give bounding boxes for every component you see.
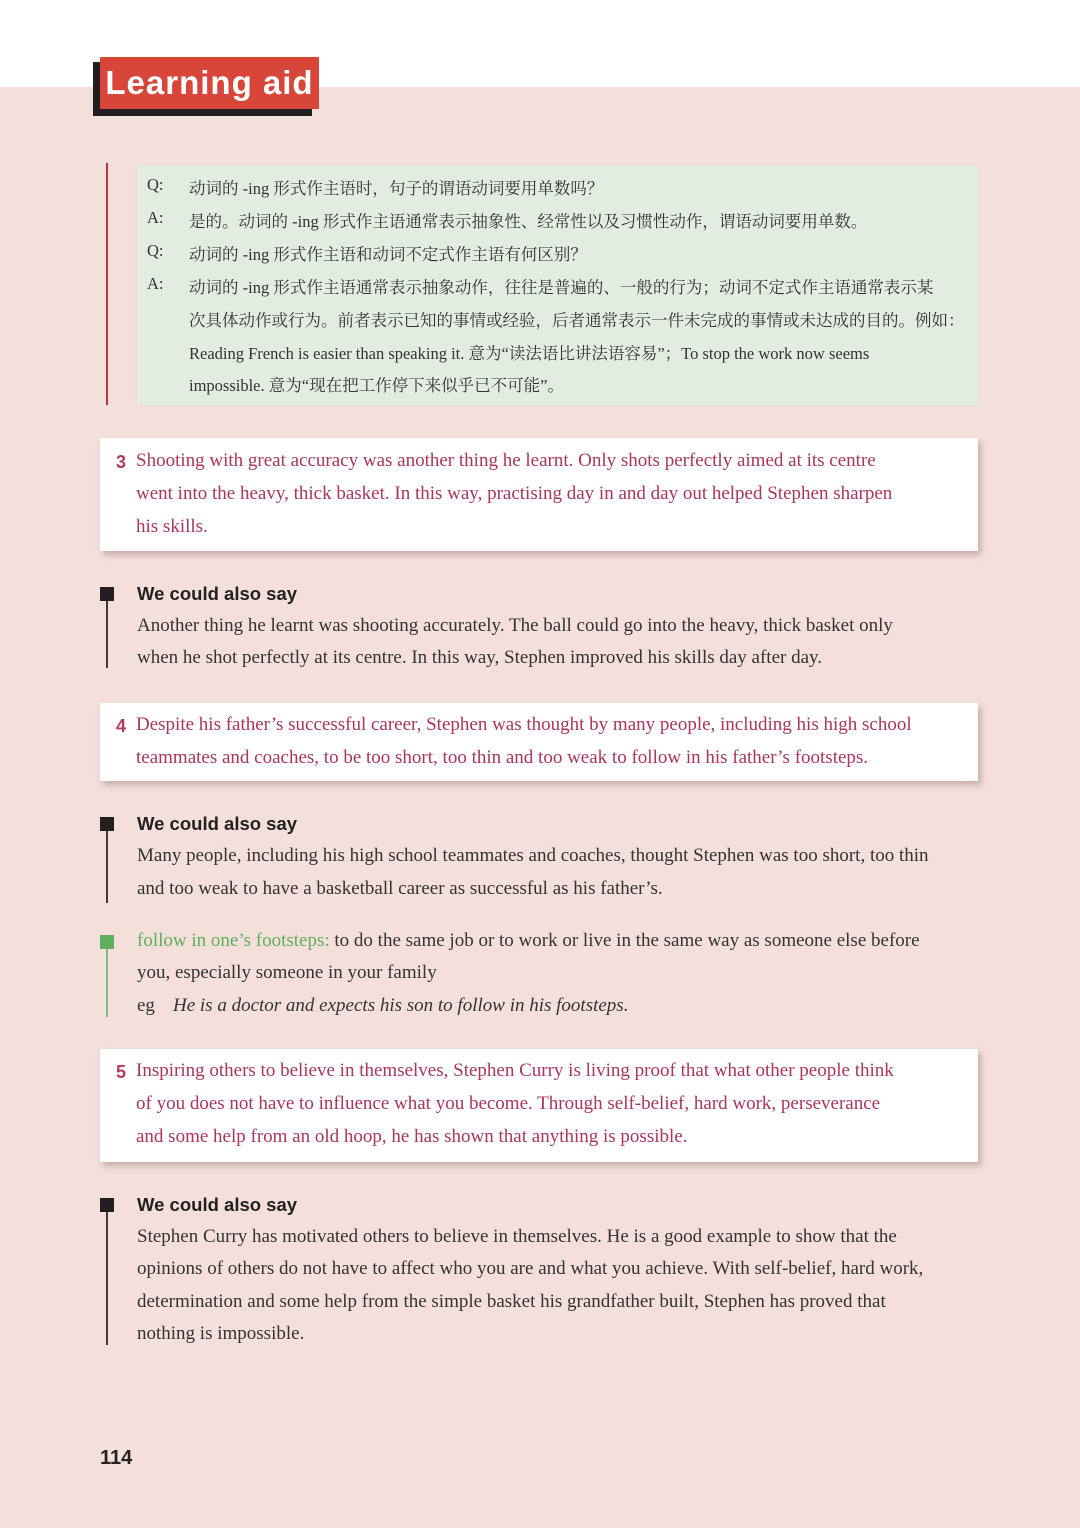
body-line: nothing is impossible.	[137, 1323, 305, 1344]
vocab-definition: to do the same job or to work or live in the same way as someone else before	[329, 930, 920, 951]
learning-aid-tag: Learning aid	[100, 57, 319, 109]
qa-key: A:	[147, 208, 164, 227]
also-say-heading: We could also say	[137, 813, 298, 834]
qa-text: 动词的 -ing 形式作主语时，句子的谓语动词要用单数吗？	[189, 179, 604, 198]
quote-line: teammates and coaches, to be too short, too thin and too weak to follow in his father’s footsteps.	[136, 747, 869, 768]
vocab-rule	[106, 949, 108, 1017]
quote-line: went into the heavy, thick basket. In this way, practising day in and day out helped Stephen sharpen	[136, 483, 893, 504]
quote-box	[100, 438, 978, 551]
vocab-square	[100, 935, 114, 949]
qa-text: impossible. 意为“现在把工作停下来似乎已不可能”。	[189, 376, 564, 395]
quote-line: and some help from an old hoop, he has shown that anything is possible.	[136, 1126, 688, 1147]
quote-box	[100, 1049, 978, 1162]
qa-text: 是的。动词的 -ing 形式作主语通常表示抽象性、经常性以及习惯性动作，谓语动词要用单数。	[189, 212, 868, 231]
qa-rule	[106, 163, 108, 405]
quote-number: 5	[116, 1062, 127, 1082]
quote-box	[100, 703, 978, 781]
quote-line: of you does not have to influence what you become. Through self-belief, hard work, perseverance	[136, 1093, 881, 1114]
body-line: Many people, including his high school teammates and coaches, thought Stephen was too short, too thin	[137, 845, 929, 866]
section-rule	[106, 831, 108, 903]
vocab-definition-cont: you, especially someone in your family	[137, 962, 437, 983]
qa-key: Q:	[147, 241, 164, 260]
page-number: 114	[100, 1447, 133, 1469]
quote-line: his skills.	[136, 516, 208, 537]
bullet-square	[100, 817, 114, 831]
quote-number: 4	[116, 716, 127, 736]
qa-text: Reading French is easier than speaking it. 意为“读法语比讲法语容易”；To stop the work now seems	[189, 344, 870, 363]
vocab-term: follow in one’s footsteps:	[137, 930, 330, 951]
bullet-square	[100, 1198, 114, 1212]
body-line: and too weak to have a basketball career as successful as his father’s.	[137, 878, 663, 899]
qa-text: 动词的 -ing 形式作主语通常表示抽象动作，往往是普遍的、一般的行为；动词不定式作主语通常表示某	[189, 278, 934, 297]
quote-line: Inspiring others to believe in themselves, Stephen Curry is living proof that what other people think	[136, 1060, 894, 1081]
qa-text: 次具体动作或行为。前者表示已知的事情或经验，后者通常表示一件未完成的事情或未达成的目的。例如：	[189, 311, 965, 330]
body-line: Another thing he learnt was shooting accurately. The ball could go into the heavy, thick basket only	[137, 615, 893, 636]
example-sentence: He is a doctor and expects his son to follow in his footsteps.	[173, 995, 629, 1016]
body-line: when he shot perfectly at its centre. In this way, Stephen improved his skills day after day.	[137, 647, 823, 668]
eg-label: eg	[137, 995, 155, 1016]
qa-text: 动词的 -ing 形式作主语和动词不定式作主语有何区别？	[189, 245, 587, 264]
also-say-heading: We could also say	[137, 583, 298, 604]
quote-line: Shooting with great accuracy was another thing he learnt. Only shots perfectly aimed at its centre	[136, 450, 876, 471]
vocab-line	[137, 930, 920, 952]
qa-key: Q:	[147, 175, 164, 194]
body-line: determination and some help from the simple basket his grandfather built, Stephen has proved that	[137, 1291, 886, 1312]
section-rule	[106, 1212, 108, 1345]
quote-number: 3	[116, 452, 127, 472]
quote-line: Despite his father’s successful career, Stephen was thought by many people, including his high school	[136, 714, 912, 735]
bullet-square	[100, 587, 114, 601]
section-rule	[106, 601, 108, 668]
also-say-heading: We could also say	[137, 1194, 298, 1215]
body-line: opinions of others do not have to affect who you are and what you achieve. With self-belief, hard work,	[137, 1258, 924, 1279]
body-line: Stephen Curry has motivated others to believe in themselves. He is a good example to show that the	[137, 1226, 897, 1247]
qa-key: A:	[147, 274, 164, 293]
qa-box	[137, 165, 979, 405]
